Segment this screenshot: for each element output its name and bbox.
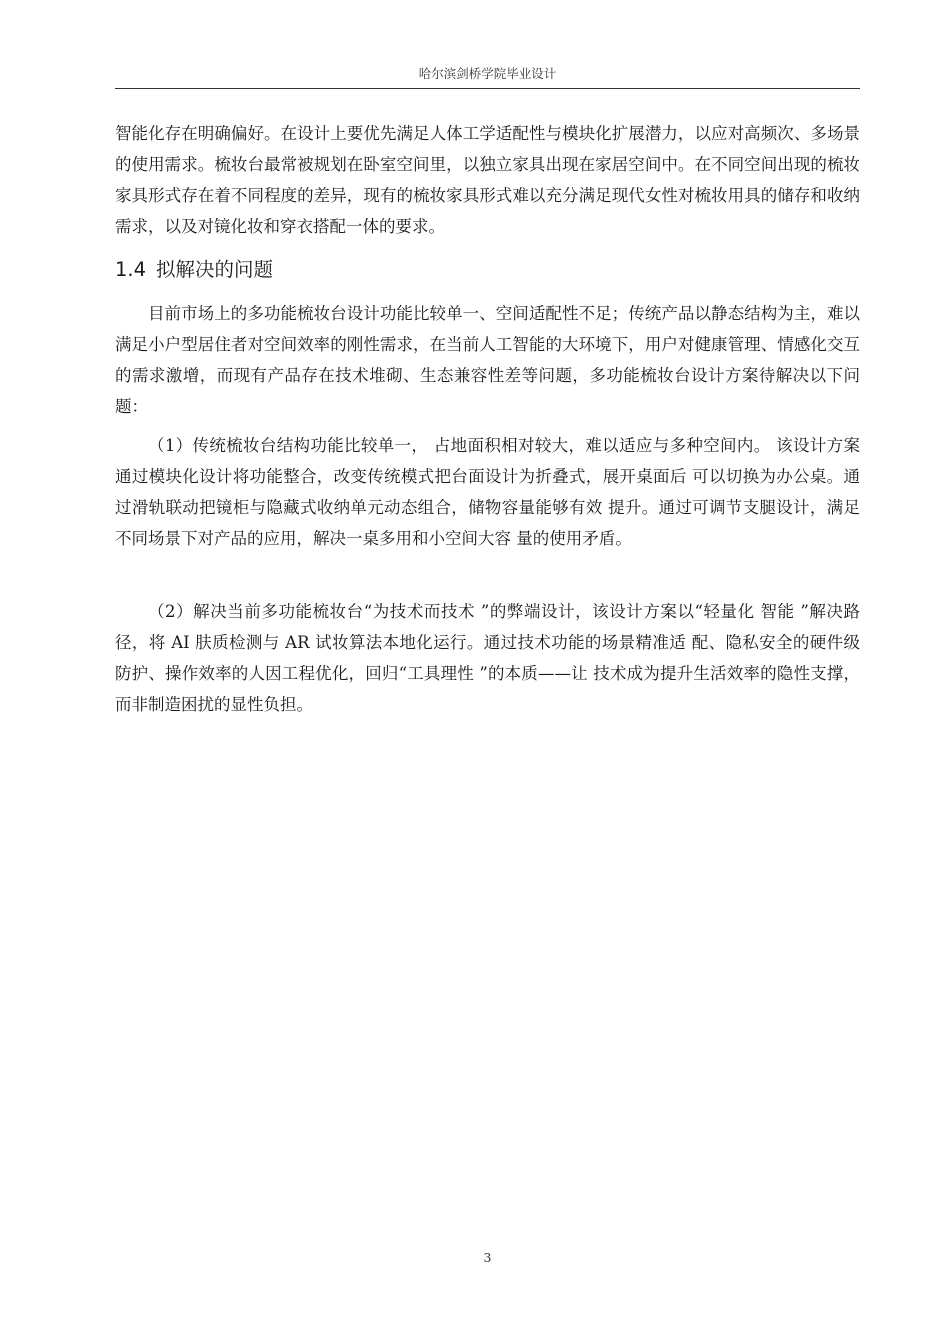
- body-paragraph-2: 目前市场上的多功能梳妆台设计功能比较单一、空间适配性不足；传统产品以静态结构为主，难以满足小户型居住者对空间效率的刚性需求，在当前人工智能的大环境下，用户对健康管理、情感化交互的需求激增，而现有产品存在技术堆砌、生态兼容性差等问题，多功能梳妆台设计方案待解决以下问题：: [115, 304, 860, 416]
- body-paragraph-4: （2）解决当前多功能梳妆台“为技术而技术 ”的弊端设计，该设计方案以“轻量化 智能 ”解决路径，将 AI 肤质检测与 AR 试妆算法本地化运行。通过技术功能的场景精准适 配、隐私安全的硬件级防护、操作效率的人因工程优化，回归“工具理性 ”的本质——让 技术成为提升生活效率的隐性支撑，而非制造困扰的显性负担。: [115, 602, 860, 714]
- header-divider: [115, 88, 860, 89]
- section-number: 1.4: [115, 258, 147, 281]
- body-paragraph-1: 智能化存在明确偏好。在设计上要优先满足人体工学适配性与模块化扩展潜力，以应对高频次、多场景的使用需求。梳妆台最常被规划在卧室空间里，以独立家具出现在家居空间中。在不同空间出现的梳妆家具形式存在着不同程度的差异，现有的梳妆家具形式难以充分满足现代女性对梳妆用具的储存和收纳需求，以及对镜化妆和穿衣搭配一体的要求。: [115, 124, 860, 236]
- section-heading: [115, 254, 273, 286]
- page-header: 哈尔滨剑桥学院毕业设计: [418, 66, 557, 81]
- section-title: 拟解决的问题: [156, 258, 274, 281]
- page-number: 3: [483, 1250, 492, 1265]
- body-paragraph-3: （1）传统梳妆台结构功能比较单一， 占地面积相对较大，难以适应与多种空间内。 该设计方案通过模块化设计将功能整合，改变传统模式把台面设计为折叠式，展开桌面后 可以切换为办公桌。通过滑轨联动把镜柜与隐藏式收纳单元动态组合，储物容量能够有效 提升。通过可调节支腿设计，满足不同场景下对产品的应用，解决一桌多用和小空间大容 量的使用矛盾。: [115, 436, 860, 548]
